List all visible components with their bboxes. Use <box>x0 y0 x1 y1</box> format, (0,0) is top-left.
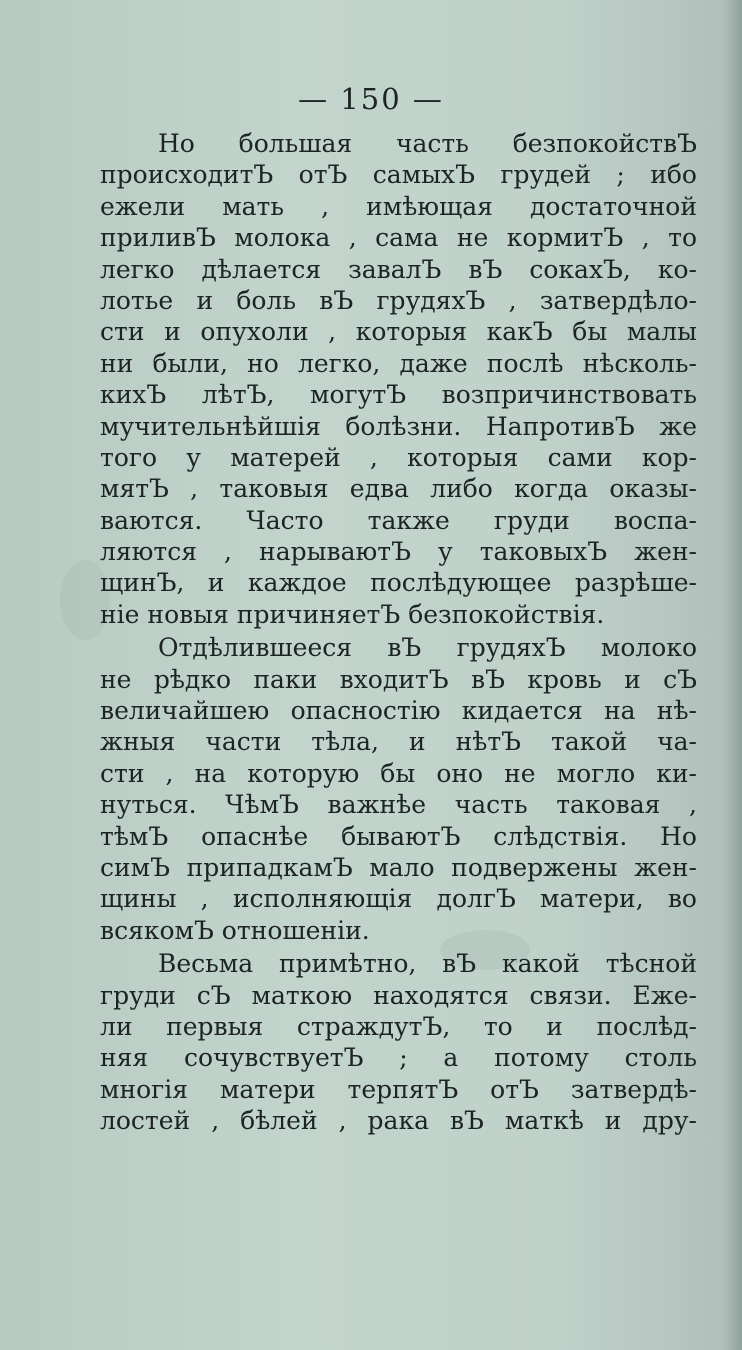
text-line: щины , исполняющія долгЪ матери, во <box>100 884 697 914</box>
text-line: мятЪ , таковыя едва либо когда оказы- <box>100 474 697 504</box>
text-line: лотье и боль вЪ грудяхЪ , затвердѣло- <box>100 285 697 315</box>
text-line: Отдѣлившееся вЪ грудяхЪ молоко <box>158 633 697 663</box>
text-line: ляются , нарываютЪ у таковыхЪ жен- <box>100 537 697 567</box>
text-line: ваются. Часто также груди воспа- <box>100 505 697 535</box>
text-line: всякомЪ отношеніи. <box>100 915 370 945</box>
text-line: мучительнѣйшія болѣзни. НапротивЪ же <box>100 411 697 441</box>
text-line: жныя части тѣла, и нѣтЪ такой ча- <box>100 727 697 757</box>
text-line: тѣмЪ опаснѣе бываютЪ слѣдствія. Но <box>100 821 697 851</box>
paragraph <box>100 948 697 1136</box>
text-line: сти , на которую бы оно не могло ки- <box>100 758 697 788</box>
text-line: величайшею опасностію кидается на нѣ- <box>100 696 697 726</box>
text-line: Но большая часть безпокойствЪ <box>158 129 697 158</box>
text-line: лостей , бѣлей , рака вЪ маткѣ и дру- <box>100 1106 697 1136</box>
page-number: — 150 — <box>298 82 444 116</box>
text-line: ни были, но легко, даже послѣ нѣсколь- <box>100 348 697 378</box>
text-line: груди сЪ маткою находятся связи. Еже- <box>100 980 697 1010</box>
text-line: многія матери терпятЪ отЪ затвердѣ- <box>100 1074 697 1104</box>
text-line: симЪ припадкамЪ мало подвержены жен- <box>100 852 697 882</box>
text-body <box>100 128 697 1137</box>
paragraph <box>100 632 697 946</box>
text-line: ежели мать , имѣющая достаточной <box>100 191 697 221</box>
page-edge-shadow <box>722 0 742 1350</box>
text-line: легко дѣлается завалЪ вЪ сокахЪ, ко- <box>100 254 697 284</box>
text-line: кихЪ лѣтЪ, могутЪ возпричинствовать <box>100 380 697 410</box>
text-line: не рѣдко паки входитЪ вЪ кровь и сЪ <box>100 664 697 694</box>
text-line: происходитЪ отЪ самыхЪ грудей ; ибо <box>100 160 697 190</box>
text-line: того у матерей , которыя сами кор- <box>100 442 697 472</box>
text-line: нуться. ЧѣмЪ важнѣе часть таковая , <box>100 790 697 820</box>
text-line: сти и опухоли , которыя какЪ бы малы <box>100 317 697 347</box>
text-line: Весьма примѣтно, вЪ какой тѣсной <box>158 949 697 979</box>
text-line: няя сочувствуетЪ ; а потому столь <box>100 1043 697 1073</box>
text-line: ли первыя страждутЪ, то и послѣд- <box>100 1011 697 1041</box>
text-line: щинЪ, и каждое послѣдующее разрѣше- <box>100 568 697 598</box>
text-line: приливЪ молока , сама не кормитЪ , то <box>100 223 697 253</box>
text-line: ніе новыя причиняетЪ безпокойствія. <box>100 599 605 629</box>
paragraph <box>100 128 697 630</box>
